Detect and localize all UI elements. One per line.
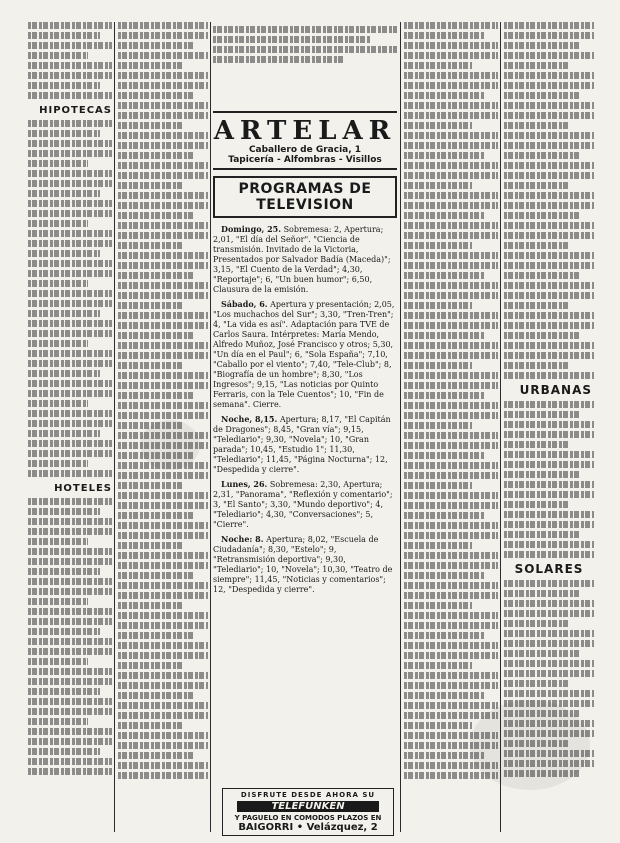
artelar-advert: [213, 111, 397, 170]
artelar-items: Tapicería - Alfombras - Visillos: [228, 155, 382, 165]
paper-stain: [140, 420, 200, 470]
telefunken-logo: TELEFUNKEN: [237, 801, 379, 812]
paper-stain: [470, 700, 590, 790]
program-entry: Domingo, 25. Sobremesa: 2, Apertura; 2,01, "El día del Señor". "Ciencia de transmisión. Invitado de la Victoria, Presentados por Salvador Badía (Maceda)"; 3,15, "El Cuento de la Verdad"; 4,30, "Reportaje"; 6, "Un buen humor"; 6,50, Clausura de la emisión.: [213, 224, 391, 294]
classified-column-1: [28, 22, 112, 832]
section-hoteles: HOTELES: [54, 483, 112, 494]
programs-body: [213, 224, 397, 595]
column-rule: [114, 22, 115, 832]
programs-title: PROGRAMAS DE TELEVISION: [213, 176, 397, 218]
classified-column-4: [404, 22, 498, 832]
section-solares: SOLARES: [514, 562, 584, 576]
program-entry: Lunes, 26. Sobremesa: 2,30, Apertura; 2,31, "Panorama", "Reflexión y comentario"; 3, "El Santo"; 3,30, "Mundo deportivo"; 4, "Telediario"; 4,30, "Conversaciones"; 5, "Cierre".: [213, 479, 393, 529]
section-urbanas: URBANAS: [519, 383, 592, 397]
column-rule: [400, 22, 401, 832]
center-column: [213, 22, 397, 599]
telefunken-advert: [222, 788, 394, 836]
artelar-address: Caballero de Gracia, 1: [248, 145, 362, 155]
program-entry: Noche: 8. Apertura; 8,02, "Escuela de Ciudadanía"; 8,30, "Estelo"; 9, "Retransmisión deportiva"; 9,30, "Telediario"; 10, "Novela"; 10,30, "Teatro de siempre"; 11,45, "Noticias y comentarios"; 12, "Despedida y cierre".: [213, 534, 393, 594]
column-rule: [210, 22, 211, 832]
artelar-title: ARTELAR: [213, 116, 397, 146]
ad-brand-line: BAIGORRI • Velázquez, 2: [238, 822, 378, 833]
ad-top-line: DISFRUTE DESDE AHORA SU: [240, 791, 376, 799]
program-entry: Sábado, 6. Apertura y presentación; 2,05, "Los muchachos del Sur"; 3,30, "Tren-Tren"; 4, "La vida es así". Adaptación para TVE de Carlos Saura. Intérpretes: María Mendo, Alfredo Muñoz, José Francisco y otros; 5,30, "Un día en el Paul"; 6, "Sola España"; 7,10, "Caballo por el viento"; 7,40, "Tele-Club"; 8, "Biografía de un hombre"; 8,30, "Los Ingresos"; 9,15, "Las noticias por Quinto Ferraris, con la Tele Cuentos"; 10, "Fin de semana". Cierre.: [213, 299, 395, 409]
ad-payment-line: Y PAGUELO EN COMODOS PLAZOS EN: [234, 814, 382, 822]
section-hipotecas: HIPOTECAS: [39, 105, 112, 116]
program-entry: Noche, 8,15. Apertura; 8,17, "El Capitán de Dragones"; 8,45, "Gran vía"; 9,15, "Telediario"; 9,30, "Novela"; 10, "Gran parada"; 10,45, "Estudio 1"; 11,30, "Telediario"; 11,45, "Página Nocturna"; 12, "Despedida y cierre".: [213, 414, 391, 474]
